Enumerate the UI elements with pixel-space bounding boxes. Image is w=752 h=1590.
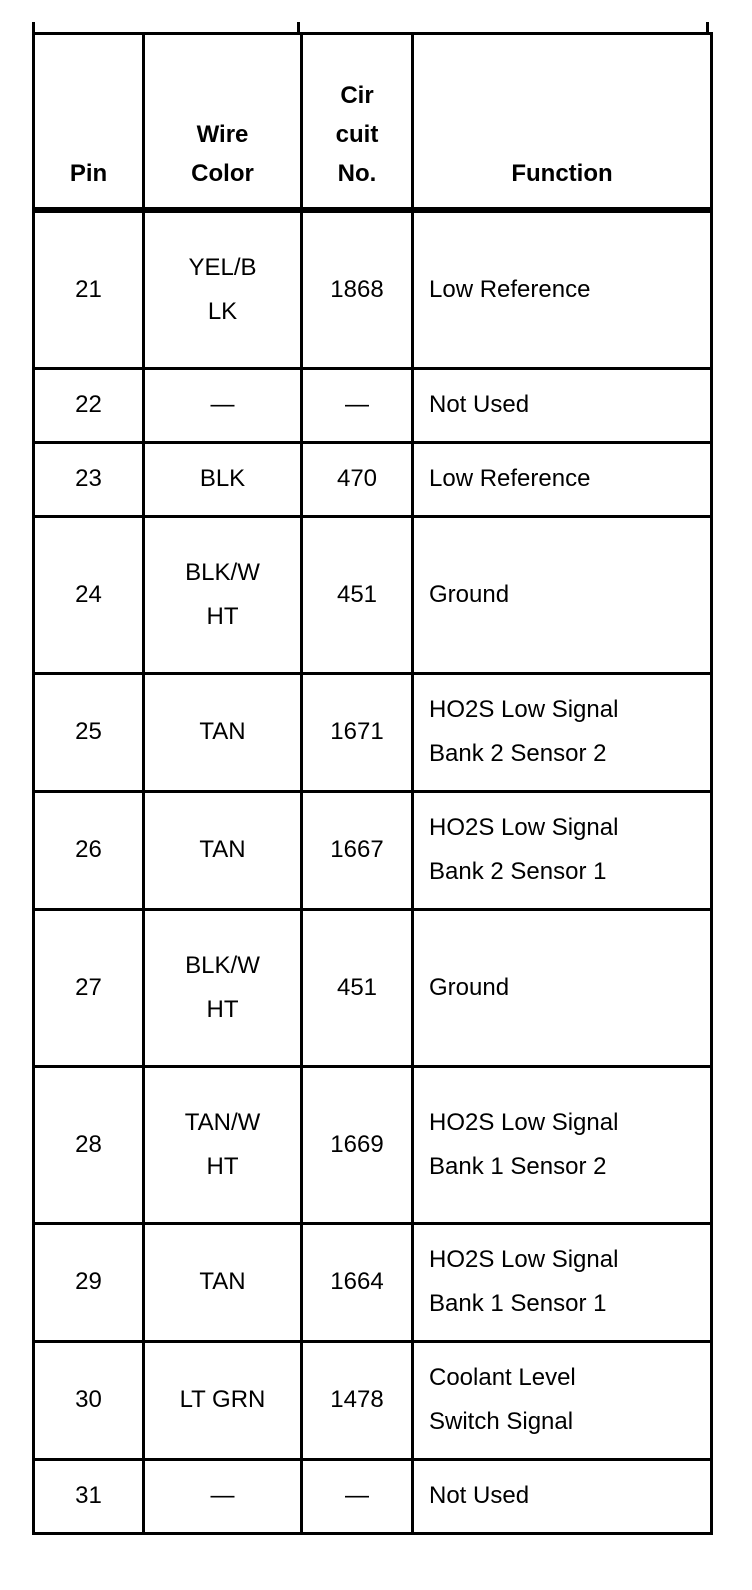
pin-cell xyxy=(34,516,144,673)
wire-color-text: TAN/W xyxy=(184,1108,261,1136)
wire-color-cell xyxy=(144,442,302,516)
pin-number: 26 xyxy=(75,836,102,863)
header-wire-color-line-1: Wire xyxy=(196,120,249,148)
pin-number: 21 xyxy=(75,275,102,303)
table-row xyxy=(34,516,712,673)
wire-color-text: — xyxy=(210,391,235,418)
table-row xyxy=(34,1459,712,1533)
header-circuit-no xyxy=(302,34,413,210)
circuit-number-cell xyxy=(302,442,413,516)
function-cell xyxy=(413,210,712,369)
pin-number: 22 xyxy=(75,391,102,418)
wire-color-cell xyxy=(144,1066,302,1223)
pin-cell xyxy=(34,673,144,791)
function-cell xyxy=(413,1223,712,1341)
wire-color-cell xyxy=(144,1459,302,1533)
pin-number: 30 xyxy=(75,1386,102,1413)
wire-color-cell xyxy=(144,909,302,1066)
header-wire-color xyxy=(144,34,302,210)
pin-number: 25 xyxy=(75,718,102,745)
circuit-number: 451 xyxy=(336,973,378,1001)
function-text: HO2S Low Signal xyxy=(429,814,619,841)
wire-color-text: TAN xyxy=(199,836,246,863)
wire-color-cell xyxy=(144,210,302,369)
function-text: Ground xyxy=(429,973,510,1001)
circuit-number-cell xyxy=(302,1223,413,1341)
function-text: Bank 2 Sensor 1 xyxy=(429,858,607,885)
wire-color-cell xyxy=(144,1223,302,1341)
wire-color-text: LT GRN xyxy=(179,1386,266,1413)
table-body xyxy=(34,210,712,1534)
wire-color-cell xyxy=(144,791,302,909)
function-cell xyxy=(413,1459,712,1533)
circuit-number: 470 xyxy=(336,465,378,492)
wire-color-text: LK xyxy=(207,297,238,325)
header-function-label: Function xyxy=(511,159,613,187)
function-text: Bank 1 Sensor 1 xyxy=(429,1290,607,1317)
header-wire-color-line-2: Color xyxy=(191,159,254,187)
pin-cell xyxy=(34,1459,144,1533)
function-text: Coolant Level xyxy=(429,1364,576,1391)
header-pin-label: Pin xyxy=(69,159,108,187)
connector-pin-table xyxy=(32,32,713,1535)
function-text: Low Reference xyxy=(429,465,591,492)
function-text: Switch Signal xyxy=(429,1408,574,1435)
wire-color-cell xyxy=(144,1341,302,1459)
wire-color-cell xyxy=(144,516,302,673)
table-row xyxy=(34,1223,712,1341)
table-row xyxy=(34,368,712,442)
pin-number: 29 xyxy=(75,1268,102,1295)
header-circuit-no-line-2: cuit xyxy=(335,120,379,148)
function-cell xyxy=(413,368,712,442)
pin-number: 27 xyxy=(75,973,102,1001)
wire-color-text: BLK/W xyxy=(185,558,260,586)
pin-number: 31 xyxy=(75,1482,102,1509)
pin-cell xyxy=(34,1223,144,1341)
pin-cell xyxy=(34,442,144,516)
pin-number: 28 xyxy=(75,1130,102,1158)
circuit-number: 1478 xyxy=(330,1386,384,1413)
circuit-number-cell xyxy=(302,1459,413,1533)
table-row xyxy=(34,791,712,909)
function-cell xyxy=(413,1066,712,1223)
table-row xyxy=(34,909,712,1066)
pin-cell xyxy=(34,909,144,1066)
table-row xyxy=(34,210,712,369)
table-header-row xyxy=(34,34,712,210)
function-cell xyxy=(413,909,712,1066)
pin-cell xyxy=(34,368,144,442)
function-text: Not Used xyxy=(429,1482,530,1509)
table-row xyxy=(34,673,712,791)
circuit-number-cell xyxy=(302,791,413,909)
wire-color-text: HT xyxy=(206,1152,239,1180)
circuit-number: 1664 xyxy=(330,1268,384,1295)
table-row xyxy=(34,1341,712,1459)
function-text: HO2S Low Signal xyxy=(429,1246,619,1273)
pin-cell xyxy=(34,1066,144,1223)
circuit-number-cell xyxy=(302,673,413,791)
function-cell xyxy=(413,673,712,791)
circuit-number-cell xyxy=(302,210,413,369)
header-function xyxy=(413,34,712,210)
wire-color-text: HT xyxy=(206,602,239,630)
function-text: Ground xyxy=(429,580,510,608)
wire-color-cell xyxy=(144,368,302,442)
table-row xyxy=(34,442,712,516)
wire-color-text: TAN xyxy=(199,718,246,745)
table-row xyxy=(34,1066,712,1223)
function-cell xyxy=(413,1341,712,1459)
function-cell xyxy=(413,516,712,673)
pin-number: 24 xyxy=(75,580,102,608)
circuit-number-cell xyxy=(302,516,413,673)
circuit-number: 1669 xyxy=(330,1130,384,1158)
function-text: Not Used xyxy=(429,391,530,418)
function-cell xyxy=(413,442,712,516)
pin-cell xyxy=(34,791,144,909)
wire-color-cell xyxy=(144,673,302,791)
function-cell xyxy=(413,791,712,909)
function-text: Bank 1 Sensor 2 xyxy=(429,1152,607,1180)
function-text: Low Reference xyxy=(429,275,591,303)
header-pin xyxy=(34,34,144,210)
function-text: HO2S Low Signal xyxy=(429,1108,619,1136)
circuit-number-cell xyxy=(302,1066,413,1223)
circuit-number-cell xyxy=(302,368,413,442)
wire-color-text: BLK xyxy=(199,465,246,492)
circuit-number-cell xyxy=(302,909,413,1066)
circuit-number: — xyxy=(345,1482,369,1509)
header-circuit-no-line-1: Cir xyxy=(340,81,374,109)
pin-cell xyxy=(34,1341,144,1459)
pin-number: 23 xyxy=(75,465,102,492)
circuit-number: 451 xyxy=(336,580,378,608)
wire-color-text: YEL/B xyxy=(188,253,257,281)
circuit-number: 1671 xyxy=(330,718,384,745)
circuit-number: 1868 xyxy=(330,275,384,303)
circuit-number: 1667 xyxy=(330,836,384,863)
circuit-number-cell xyxy=(302,1341,413,1459)
circuit-number: — xyxy=(345,391,369,418)
function-text: Bank 2 Sensor 2 xyxy=(429,740,607,767)
function-text: HO2S Low Signal xyxy=(429,696,619,723)
header-circuit-no-line-3: No. xyxy=(337,159,377,187)
pin-cell xyxy=(34,210,144,369)
wire-color-text: — xyxy=(210,1482,235,1509)
wire-color-text: BLK/W xyxy=(185,951,260,979)
wire-color-text: HT xyxy=(206,995,239,1023)
wire-color-text: TAN xyxy=(199,1268,246,1295)
